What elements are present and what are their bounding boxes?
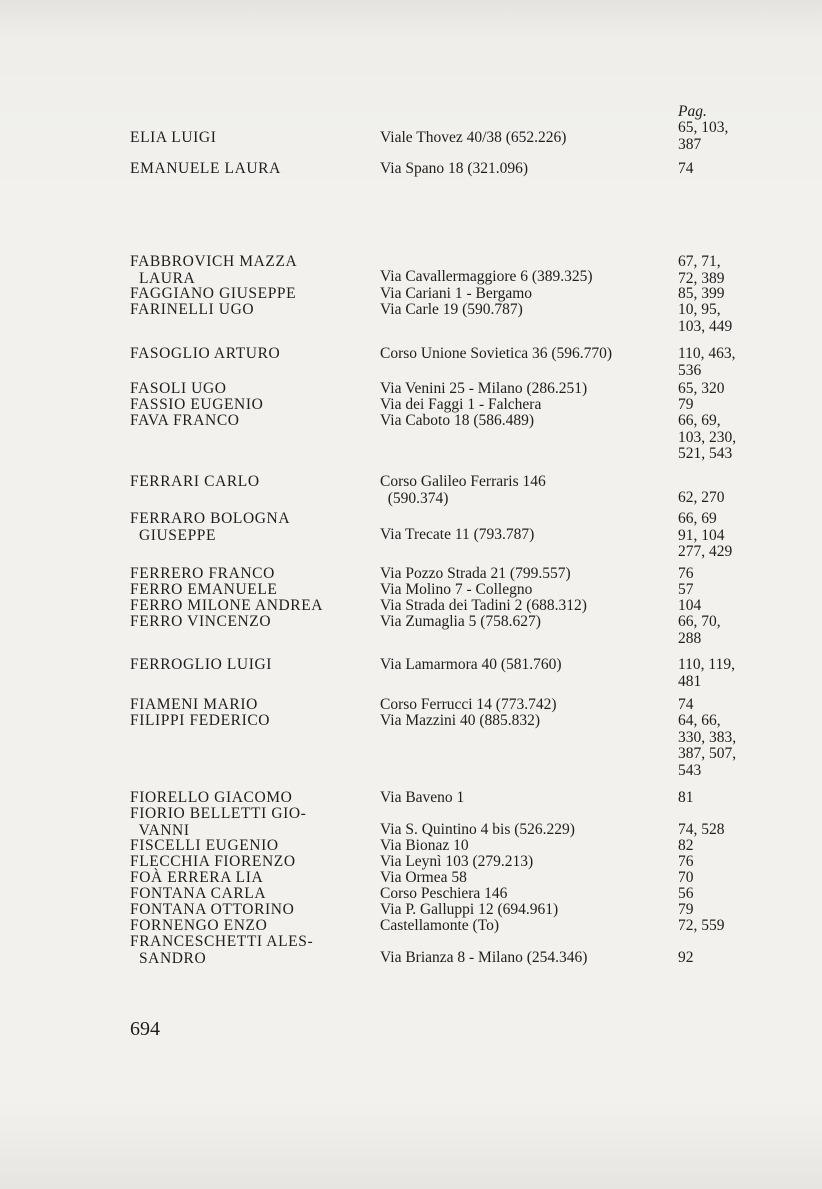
entry-pages: 66, 69 91, 104 277, 429 (678, 510, 733, 560)
entry-pages: 74, 528 (678, 821, 725, 838)
entry-address: Castellamonte (To) (380, 917, 500, 934)
entry-pages: 67, 71, 72, 389 (678, 253, 725, 287)
entry-name: FILIPPI FEDERICO (130, 712, 271, 729)
entry-name: FERRARI CARLO (130, 473, 260, 490)
entry-pages: 56 (678, 885, 694, 902)
entry-name: FRANCESCHETTI ALES- SANDRO (130, 933, 314, 967)
entry-pages: 74 (678, 696, 694, 713)
entry-address: Via Carle 19 (590.787) (380, 301, 523, 318)
entry-pages: 81 (678, 789, 694, 806)
entry-pages: 76 (678, 565, 694, 582)
entry-name: FARINELLI UGO (130, 301, 255, 318)
entry-address: Via P. Galluppi 12 (694.961) (380, 901, 559, 918)
entry-name: FLECCHIA FIORENZO (130, 853, 296, 870)
entry-pages: 85, 399 (678, 285, 725, 302)
entry-pages: 70 (678, 869, 694, 886)
entry-address: Via Molino 7 - Collegno (380, 581, 533, 598)
entry-name: FASOLI UGO (130, 380, 227, 397)
entry-pages: 65, 103, 387 (678, 119, 729, 153)
entry-address: Via Spano 18 (321.096) (380, 160, 529, 177)
entry-name: FERRO EMANUELE (130, 581, 278, 598)
entry-address: Corso Unione Sovietica 36 (596.770) (380, 345, 613, 362)
entry-address: Via Brianza 8 - Milano (254.346) (380, 949, 588, 966)
entry-pages: 79 (678, 901, 694, 918)
entry-pages: 79 (678, 396, 694, 413)
entry-name: ELIA LUIGI (130, 129, 217, 146)
entry-pages: 65, 320 (678, 380, 725, 397)
entry-name: FERRARO BOLOGNA GIUSEPPE (130, 510, 291, 544)
entry-address: Corso Galileo Ferraris 146 (590.374) (380, 473, 546, 507)
page-number: 694 (130, 1018, 160, 1040)
entry-pages: 66, 70, 288 (678, 613, 721, 647)
entry-pages: 10, 95, 103, 449 (678, 301, 733, 335)
entry-name: FASOGLIO ARTURO (130, 345, 281, 362)
entry-address: Via Caboto 18 (586.489) (380, 412, 535, 429)
entry-address: Via Venini 25 - Milano (286.251) (380, 380, 588, 397)
entry-name: FIORIO BELLETTI GIO- VANNI (130, 805, 307, 839)
entry-name: FABBROVICH MAZZA LAURA (130, 253, 298, 287)
entry-address: Via Baveno 1 (380, 789, 465, 806)
entry-pages: 104 (678, 597, 702, 614)
entry-address: Via Mazzini 40 (885.832) (380, 712, 541, 729)
entry-name: FONTANA CARLA (130, 885, 267, 902)
entry-name: EMANUELE LAURA (130, 160, 281, 177)
entry-name: FIAMENI MARIO (130, 696, 258, 713)
entry-address: Via Strada dei Tadini 2 (688.312) (380, 597, 587, 614)
entry-pages: 92 (678, 949, 694, 966)
entry-name: FOÀ ERRERA LIA (130, 869, 264, 886)
entry-name: FERRERO FRANCO (130, 565, 275, 582)
entry-pages: 110, 463, 536 (678, 345, 736, 379)
entry-pages: 64, 66, 330, 383, 387, 507, 543 (678, 712, 737, 779)
entry-address: Via Pozzo Strada 21 (799.557) (380, 565, 571, 582)
entry-address: Via Leynì 103 (279.213) (380, 853, 534, 870)
entry-pages: 82 (678, 837, 694, 854)
entry-address: Via Zumaglia 5 (758.627) (380, 613, 541, 630)
entry-address: Via Lamarmora 40 (581.760) (380, 656, 562, 673)
entry-name: FAVA FRANCO (130, 412, 240, 429)
entry-pages: 74 (678, 160, 694, 177)
entry-pages: 62, 270 (678, 489, 725, 506)
entry-name: FIORELLO GIACOMO (130, 789, 293, 806)
pag-column-header: Pag. (678, 103, 707, 120)
entry-address: Corso Ferrucci 14 (773.742) (380, 696, 557, 713)
entry-name: FERRO MILONE ANDREA (130, 597, 324, 614)
entry-address: Via Ormea 58 (380, 869, 467, 886)
entry-address: Via dei Faggi 1 - Falchera (380, 396, 542, 413)
entry-name: FERRO VINCENZO (130, 613, 272, 630)
entry-pages: 57 (678, 581, 694, 598)
entry-address: Via Cavallermaggiore 6 (389.325) (380, 268, 593, 285)
entry-address: Via Bionaz 10 (380, 837, 469, 854)
entry-pages: 66, 69, 103, 230, 521, 543 (678, 412, 737, 462)
entry-name: FONTANA OTTORINO (130, 901, 295, 918)
entry-address: Viale Thovez 40/38 (652.226) (380, 129, 567, 146)
entry-address: Corso Peschiera 146 (380, 885, 508, 902)
entry-pages: 72, 559 (678, 917, 725, 934)
entry-address: Via Trecate 11 (793.787) (380, 526, 535, 543)
entry-address: Via Cariani 1 - Bergamo (380, 285, 533, 302)
entry-name: FISCELLI EUGENIO (130, 837, 279, 854)
entry-address: Via S. Quintino 4 bis (526.229) (380, 821, 575, 838)
entry-name: FASSIO EUGENIO (130, 396, 264, 413)
entry-pages: 76 (678, 853, 694, 870)
entry-name: FERROGLIO LUIGI (130, 656, 273, 673)
entry-name: FAGGIANO GIUSEPPE (130, 285, 297, 302)
entry-pages: 110, 119, 481 (678, 656, 735, 690)
entry-name: FORNENGO ENZO (130, 917, 268, 934)
